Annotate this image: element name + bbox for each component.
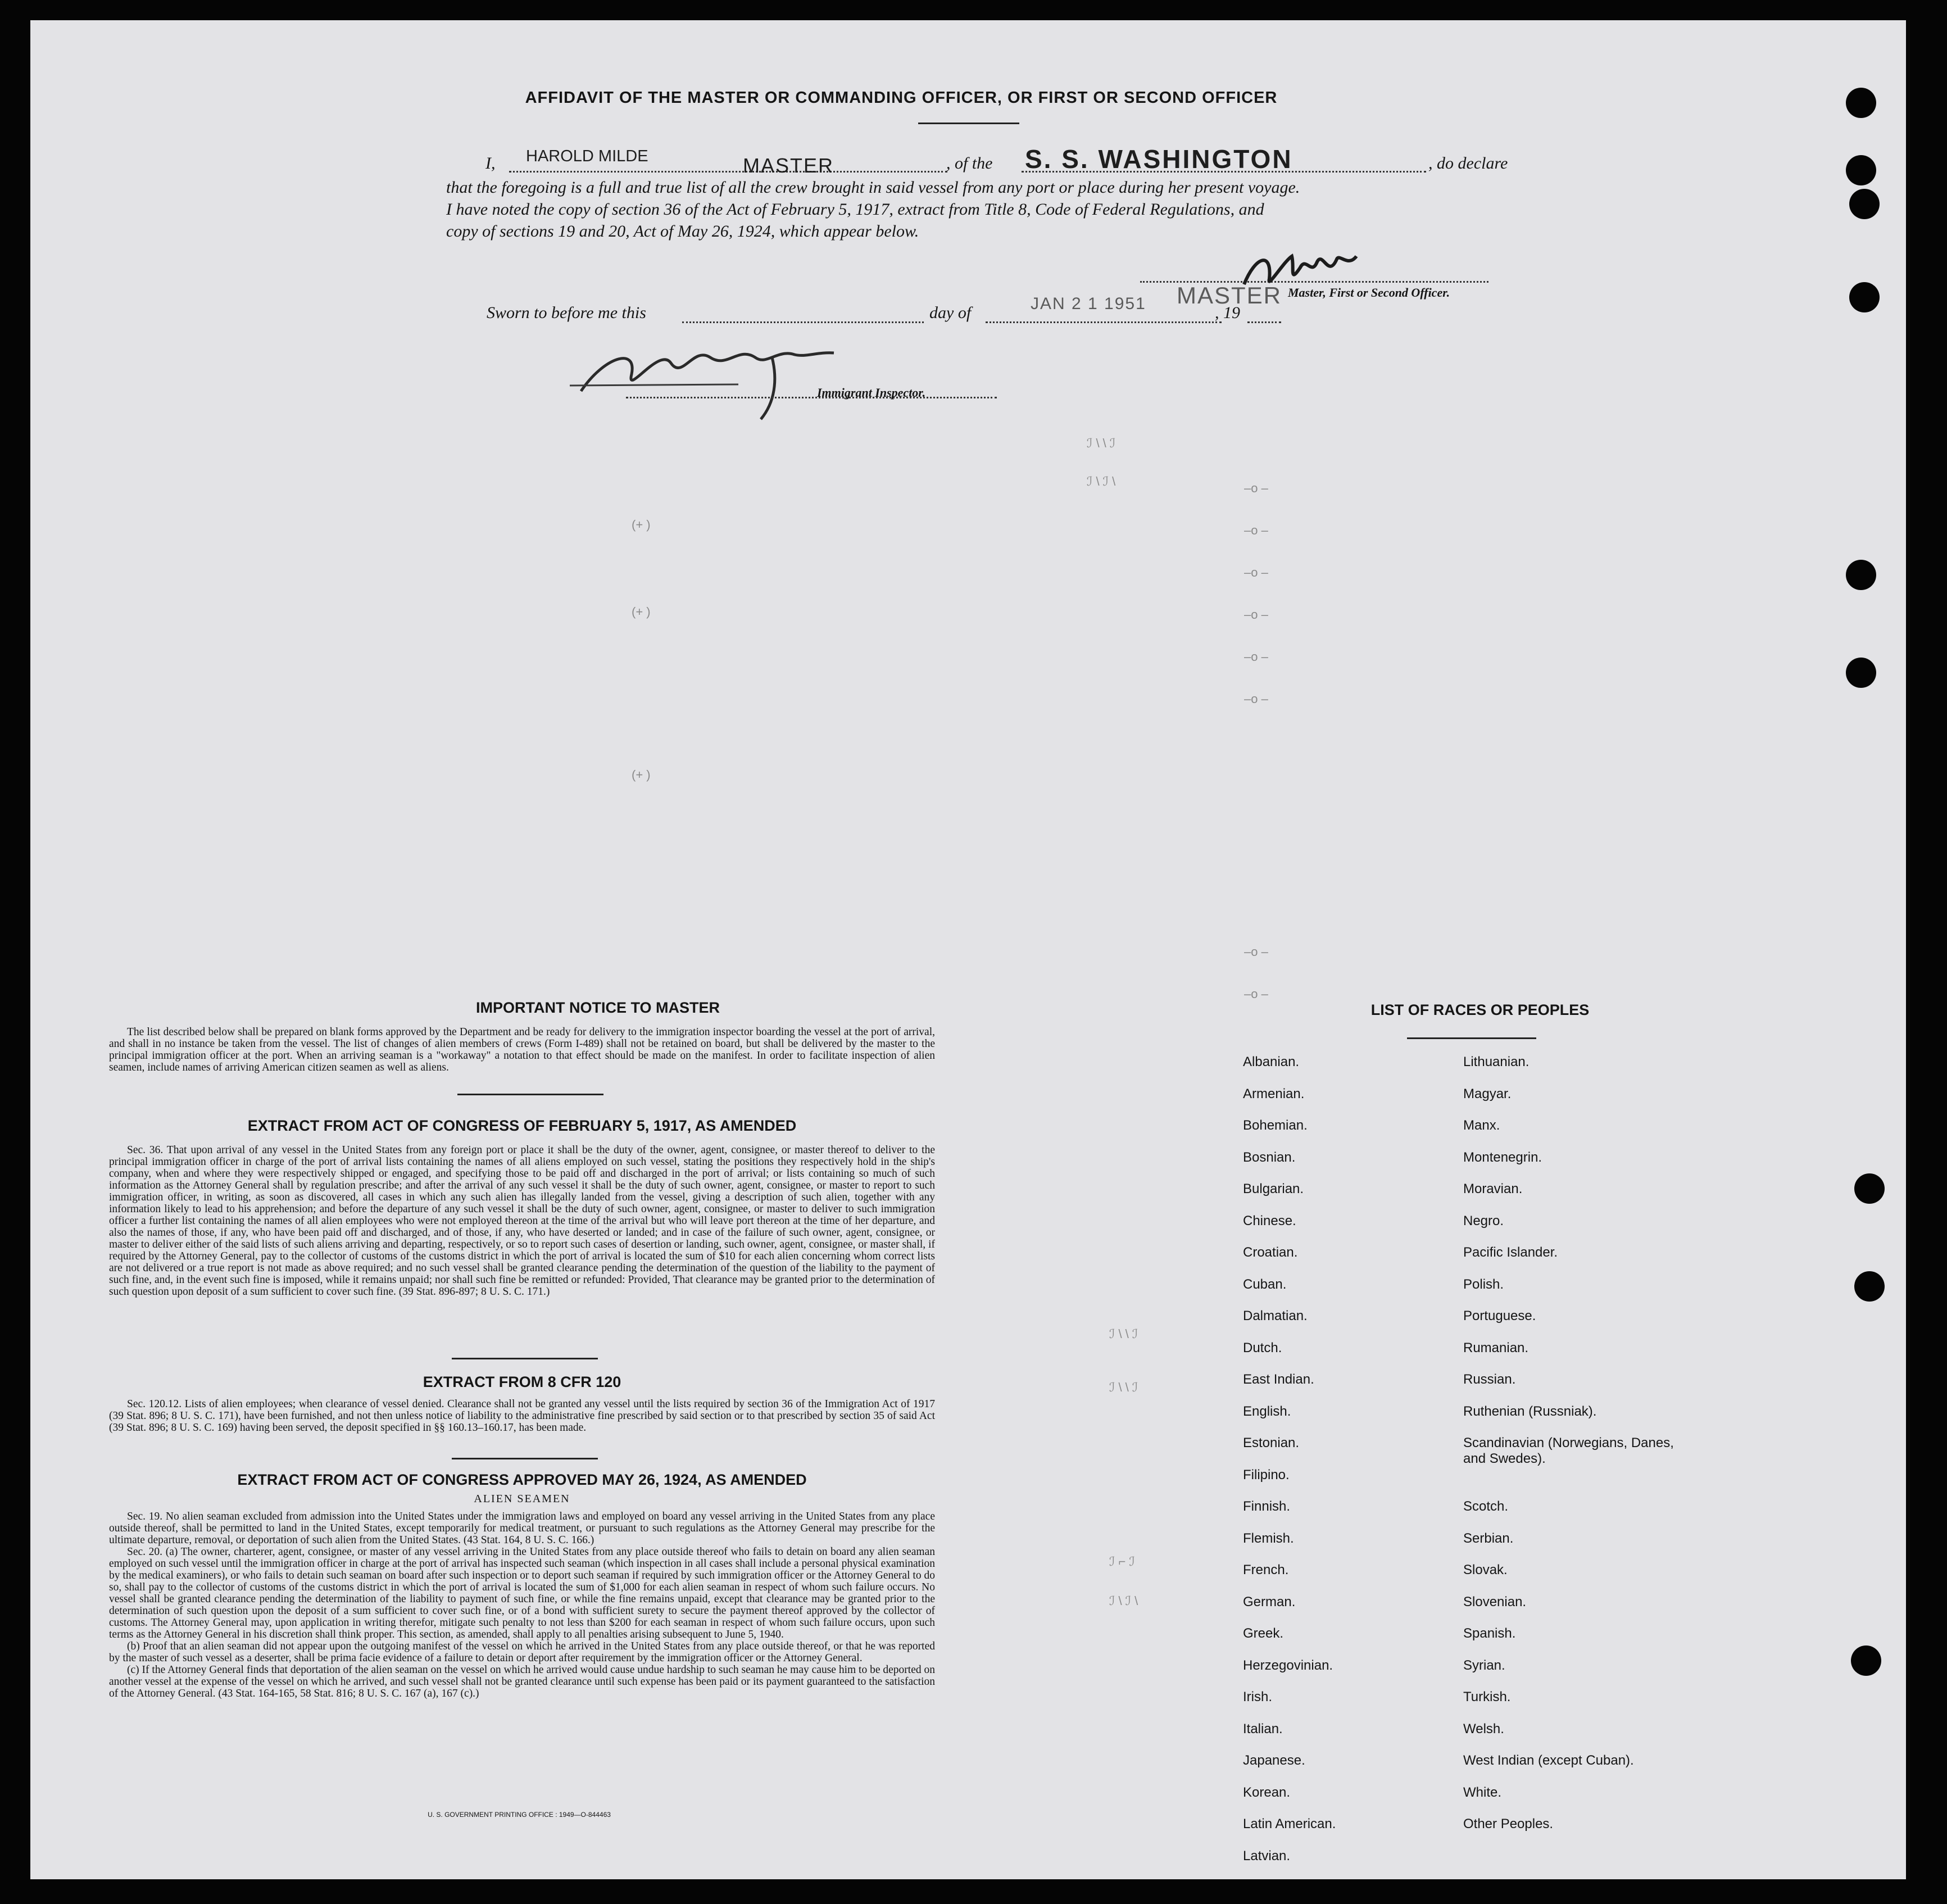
race-item: English. bbox=[1243, 1403, 1291, 1419]
extract-cfr-paragraph: Sec. 120.12. Lists of alien employees; when clearance of vessel denied. Clearance shall not be granted any vessel until the lists required by section 36 of the Immigration Act of 1917 (39 Stat. 896; 8 U. S. C. 171), have been furnished, and not then unless notice of liability to the administrative fine prescribed by said section or to that prescribed by section 35 of said Act (39 Stat. 896; 8 U. S. C. 169) having been served, the deposit specified in §§ 160.13–160.17, has been made. bbox=[109, 1398, 935, 1434]
master-stamp: MASTER bbox=[1177, 282, 1282, 309]
affidavit-i: I, bbox=[485, 154, 496, 173]
year-dotline bbox=[1247, 321, 1281, 323]
affidavit-text bbox=[446, 176, 1531, 242]
race-item: Greek. bbox=[1243, 1626, 1284, 1641]
race-item: Dalmatian. bbox=[1243, 1308, 1308, 1323]
bleed-mark: –o – bbox=[1244, 945, 1268, 959]
bleed-mark: ℐ \ ℐ \ bbox=[1087, 474, 1116, 488]
race-item: Lithuanian. bbox=[1463, 1054, 1530, 1069]
notice-paragraph: The list described below shall be prepared on blank forms approved by the Department and be ready for delivery to the immigration inspector boarding the vessel at the port of arrival, and shall in no instance be taken from the vessel. The list of changes of alien members of crews (Form I-489) shall not be retained on board, but shall be delivered by the master to the principal immigration officer at the port. When an arriving seaman is a "workaway" a notation to that effect should be made on the manifest. In order to facilitate inspection of alien seamen, include names of arriving American citizen seamen as well as aliens. bbox=[109, 1026, 935, 1073]
race-item: Albanian. bbox=[1243, 1054, 1300, 1069]
affidavit-title: AFFIDAVIT OF THE MASTER OR COMMANDING OFFICER, OR FIRST OR SECOND OFFICER bbox=[525, 89, 1278, 107]
punch-hole bbox=[1849, 189, 1880, 219]
sec-19-paragraph: Sec. 19. No alien seaman excluded from admission into the United States under the immigration laws and employed on board any vessel arriving in the United States from any place outside thereof, shall be permitted to land in the United States, except temporarily for medical treatment, or pursuant to such regulations as the Attorney General may prescribe for the ultimate departure, removal, or deportation of such alien from the United States. (43 Stat. 164, 8 U. S. C. 166.) bbox=[109, 1511, 935, 1546]
inspector-signature bbox=[570, 324, 884, 427]
form-page bbox=[30, 20, 1906, 1879]
races-right-column bbox=[1463, 1054, 1699, 1848]
race-item: Serbian. bbox=[1463, 1530, 1514, 1546]
bleed-mark: ℐ \ \ ℐ bbox=[1109, 1380, 1138, 1394]
race-item: Turkish. bbox=[1463, 1689, 1511, 1704]
punch-hole bbox=[1854, 1271, 1885, 1302]
race-item: Other Peoples. bbox=[1463, 1816, 1554, 1832]
race-item: Flemish. bbox=[1243, 1530, 1294, 1546]
bleed-mark: (+ ) bbox=[632, 768, 651, 782]
name-dotline bbox=[509, 171, 947, 173]
affidavit-line-2: that the foregoing is a full and true list of all the crew brought in said vessel from any port or place during her present voyage. bbox=[446, 178, 1300, 197]
sec-20a-paragraph: Sec. 20. (a) The owner, charterer, agent, consignee, or master of any vessel arriving in the United States from any place outside thereof who fails to detain on board any alien seaman employed on such vessel until the immigration officer in charge at the port of arrival has inspected such seaman (which inspection in all cases shall include a personal physical examination by the medical examiners), or who fails to detain such seaman on board after such inspection or to deport such seaman if required by such immigration officer or the Attorney General to do so, shall pay to the collector of customs of the customs district in which the port of arrival is located the sum of $1,000 for each alien seaman in respect of whom such failure occurs. No vessel shall be granted clearance pending the determination of the liability to payment of such fine, or while the fine remains unpaid, except that clearance may be granted prior to the determination of such question upon the deposit of a sum sufficient to cover such fine, or of a bond with sufficient surety to secure the payment thereof approved by the collector of customs. The Attorney General may, upon application in writing therefor, mitigate such penalty to not less than $200 for each seaman in respect of whom such failure occurs, upon such terms as the Attorney General in his discretion shall think proper. This section, as amended, shall apply to all penalties arising subsequent to June 5, 1940. bbox=[109, 1546, 935, 1640]
extract-cfr-title: EXTRACT FROM 8 CFR 120 bbox=[423, 1373, 621, 1390]
race-item: Dutch. bbox=[1243, 1340, 1282, 1356]
race-item: Portuguese. bbox=[1463, 1308, 1536, 1323]
extract-1917-paragraph: Sec. 36. That upon arrival of any vessel in the United States from any foreign port or place it shall be the duty of the owner, agent, consignee, or master thereof to deliver to the principal immigration officer in charge of the port of arrival lists containing the names of all aliens employed on such vessel, stating the positions they respectively hold in the ship's company, when and where they were respectively shipped or engaged, and specifying those to be paid off and discharged in the port of arrival; or lists containing so much of such information as the Attorney General shall by regulation prescribe; and after the arrival of any such vessel it shall be the duty of such owner, agent, consignee, or master to report to such immigration officer, in writing, as soon as discovered, all cases in which any such alien has illegally landed from the vessel, giving a description of such alien, together with any information likely to lead to his apprehension; and before the departure of any such vessel it shall be the duty of such owner, agent, consignee, or master to deliver to such immigration officer a further list containing the names of all alien employees who were not employed thereon at the time of the arrival but who will leave port thereon at the time of her departure, and also the names of those, if any, who have been paid off and discharged, and of those, if any, who have deserted or landed; and in case of the failure of such owner, agent, consignee, or master to deliver either of the said lists of such aliens arriving and departing, respectively, or so to report such cases of desertion or landing, such owner, agent, consignee, or master shall, if required by the Attorney General, pay to the collector of customs of the customs district in which the port of arrival is located the sum of $10 for each alien concerning whom correct lists are not delivered or a true report is not made as above required; and no such vessel shall be granted clearance pending the determination of the question of the liability to the payment of such fine, and, in the event such fine is imposed, while it remains unpaid; nor shall such fine be remitted or refunded: Provided, That clearance may be granted prior to the determination of such question upon deposit of a sum sufficient to cover such fine. (39 Stat. 896-897; 8 U. S. C. 171.) bbox=[109, 1144, 935, 1298]
race-item: Italian. bbox=[1243, 1721, 1283, 1737]
notice-body bbox=[109, 1026, 935, 1073]
section-rule bbox=[452, 1358, 598, 1359]
race-item: Montenegrin. bbox=[1463, 1149, 1542, 1165]
extract-1924-body bbox=[109, 1511, 935, 1699]
race-item: Irish. bbox=[1243, 1689, 1273, 1704]
extract-1917-title: EXTRACT FROM ACT OF CONGRESS OF FEBRUARY 5, 1917, AS AMENDED bbox=[247, 1117, 797, 1134]
race-item: Estonian. bbox=[1243, 1435, 1300, 1450]
race-item: Cuban. bbox=[1243, 1276, 1287, 1292]
race-item: Syrian. bbox=[1463, 1657, 1505, 1673]
race-item: Spanish. bbox=[1463, 1626, 1516, 1641]
affidavit-line-3: I have noted the copy of section 36 of the Act of February 5, 1917, extract from Title 8, Code of Federal Regulations, and bbox=[446, 200, 1264, 219]
race-item: Korean. bbox=[1243, 1784, 1291, 1800]
officer-label: Master, First or Second Officer. bbox=[1288, 285, 1450, 300]
races-left-column bbox=[1243, 1054, 1445, 1879]
race-item: Croatian. bbox=[1243, 1245, 1298, 1260]
sec-20c-paragraph: (c) If the Attorney General finds that deportation of the alien seaman on the vessel on which he arrived would cause undue hardship to such seaman he may cause him to be deported on another vessel at the expense of the vessel on which he arrived, and such vessel shall not be granted clearance until such expense has been paid or its payment guaranteed to the satisfaction of the Attorney General. (43 Stat. 164-165, 58 Stat. 816; 8 U. S. C. 167 (a), 167 (c).) bbox=[109, 1664, 935, 1699]
sec-20b-paragraph: (b) Proof that an alien seaman did not appear upon the outgoing manifest of the vessel on which he arrived in the United States from any place outside thereof, or that he was reported by the master of such vessel as a deserter, shall be prima facie evidence of a failure to detain or deport after requirement by the immigration officer or the Attorney General. bbox=[109, 1640, 935, 1664]
race-item: Ruthenian (Russniak). bbox=[1463, 1403, 1597, 1419]
race-item: Scotch. bbox=[1463, 1499, 1509, 1514]
punch-hole bbox=[1846, 155, 1876, 185]
race-item: Bosnian. bbox=[1243, 1149, 1296, 1165]
extract-cfr-body bbox=[109, 1398, 935, 1434]
race-item: Magyar. bbox=[1463, 1086, 1512, 1101]
race-item: French. bbox=[1243, 1562, 1289, 1577]
month-dotline bbox=[986, 321, 1222, 323]
of-the-label: , of the bbox=[946, 154, 993, 173]
race-item: Manx. bbox=[1463, 1118, 1500, 1133]
race-item: Latin American. bbox=[1243, 1816, 1336, 1832]
year-label: , 19 bbox=[1215, 303, 1240, 322]
extract-1924-subtitle: ALIEN SEAMEN bbox=[474, 1493, 570, 1505]
race-item: German. bbox=[1243, 1594, 1296, 1610]
bleed-mark: –o – bbox=[1244, 692, 1268, 706]
inspector-dotline bbox=[626, 397, 997, 398]
punch-hole bbox=[1851, 1645, 1881, 1676]
race-item: Chinese. bbox=[1243, 1213, 1296, 1228]
punch-hole bbox=[1846, 88, 1876, 118]
bleed-mark: ℐ \ \ ℐ bbox=[1087, 436, 1116, 450]
bleed-mark: (+ ) bbox=[632, 605, 651, 619]
extract-1924-title: EXTRACT FROM ACT OF CONGRESS APPROVED MAY 26, 1924, AS AMENDED bbox=[237, 1471, 807, 1488]
race-item: Japanese. bbox=[1243, 1753, 1305, 1768]
race-item: Herzegovinian. bbox=[1243, 1657, 1333, 1673]
race-item: Slovak. bbox=[1463, 1562, 1508, 1577]
master-rank: MASTER bbox=[743, 154, 834, 177]
race-item: Pacific Islander. bbox=[1463, 1245, 1558, 1260]
punch-hole bbox=[1846, 658, 1876, 688]
race-item: Latvian. bbox=[1243, 1848, 1291, 1864]
vessel-name: S. S. WASHINGTON bbox=[1025, 144, 1293, 174]
day-of-label: day of bbox=[929, 303, 972, 322]
master-name: HAROLD MILDE bbox=[526, 147, 648, 165]
race-item: Negro. bbox=[1463, 1213, 1504, 1228]
race-item: Moravian. bbox=[1463, 1181, 1523, 1196]
race-item: Scandinavian (Norwegians, Danes, and Swedes). bbox=[1463, 1435, 1674, 1466]
notice-title: IMPORTANT NOTICE TO MASTER bbox=[476, 999, 720, 1016]
race-item: Armenian. bbox=[1243, 1086, 1305, 1101]
races-rule bbox=[1407, 1037, 1536, 1039]
section-rule bbox=[452, 1458, 598, 1459]
bleed-mark: ℐ \ \ ℐ bbox=[1109, 1327, 1138, 1341]
race-item: Polish. bbox=[1463, 1276, 1504, 1292]
do-declare-label: , do declare bbox=[1428, 154, 1508, 173]
race-item: Bohemian. bbox=[1243, 1118, 1308, 1133]
inspector-label: Immigrant Inspector. bbox=[817, 386, 926, 400]
race-item: Welsh. bbox=[1463, 1721, 1504, 1737]
sworn-label: Sworn to before me this bbox=[487, 303, 646, 322]
bleed-mark: (+ ) bbox=[632, 518, 651, 532]
printing-office-line: U. S. GOVERNMENT PRINTING OFFICE : 1949—O-844463 bbox=[428, 1811, 611, 1819]
bleed-mark: –o – bbox=[1244, 987, 1268, 1001]
sworn-day-dotline bbox=[682, 321, 924, 323]
punch-hole bbox=[1849, 282, 1880, 312]
punch-hole bbox=[1846, 560, 1876, 590]
punch-hole bbox=[1854, 1173, 1885, 1204]
race-item: Russian. bbox=[1463, 1372, 1516, 1387]
bleed-mark: ℐ ⌐ ℐ bbox=[1109, 1554, 1135, 1568]
bleed-mark: –o – bbox=[1244, 608, 1268, 622]
race-item: White. bbox=[1463, 1784, 1502, 1800]
extract-1917-body bbox=[109, 1144, 935, 1298]
race-item: West Indian (except Cuban). bbox=[1463, 1753, 1634, 1768]
inspector-signature-scrawl bbox=[570, 324, 884, 425]
race-item: Filipino. bbox=[1243, 1467, 1290, 1483]
race-item: East Indian. bbox=[1243, 1372, 1314, 1387]
bleed-mark: –o – bbox=[1244, 523, 1268, 537]
race-item: Rumanian. bbox=[1463, 1340, 1529, 1356]
race-item: Finnish. bbox=[1243, 1499, 1291, 1514]
section-rule bbox=[457, 1094, 603, 1095]
bleed-mark: –o – bbox=[1244, 650, 1268, 664]
title-rule bbox=[918, 123, 1019, 124]
bleed-mark: –o – bbox=[1244, 481, 1268, 495]
races-title: LIST OF RACES OR PEOPLES bbox=[1370, 1001, 1590, 1018]
bleed-mark: ℐ \ ℐ \ bbox=[1109, 1594, 1138, 1608]
bleed-mark: –o – bbox=[1244, 565, 1268, 579]
race-item: Bulgarian. bbox=[1243, 1181, 1304, 1196]
race-item: Slovenian. bbox=[1463, 1594, 1527, 1610]
date-stamp: JAN 2 1 1951 bbox=[1031, 294, 1146, 313]
affidavit-line-4: copy of sections 19 and 20, Act of May 26, 1924, which appear below. bbox=[446, 222, 919, 241]
